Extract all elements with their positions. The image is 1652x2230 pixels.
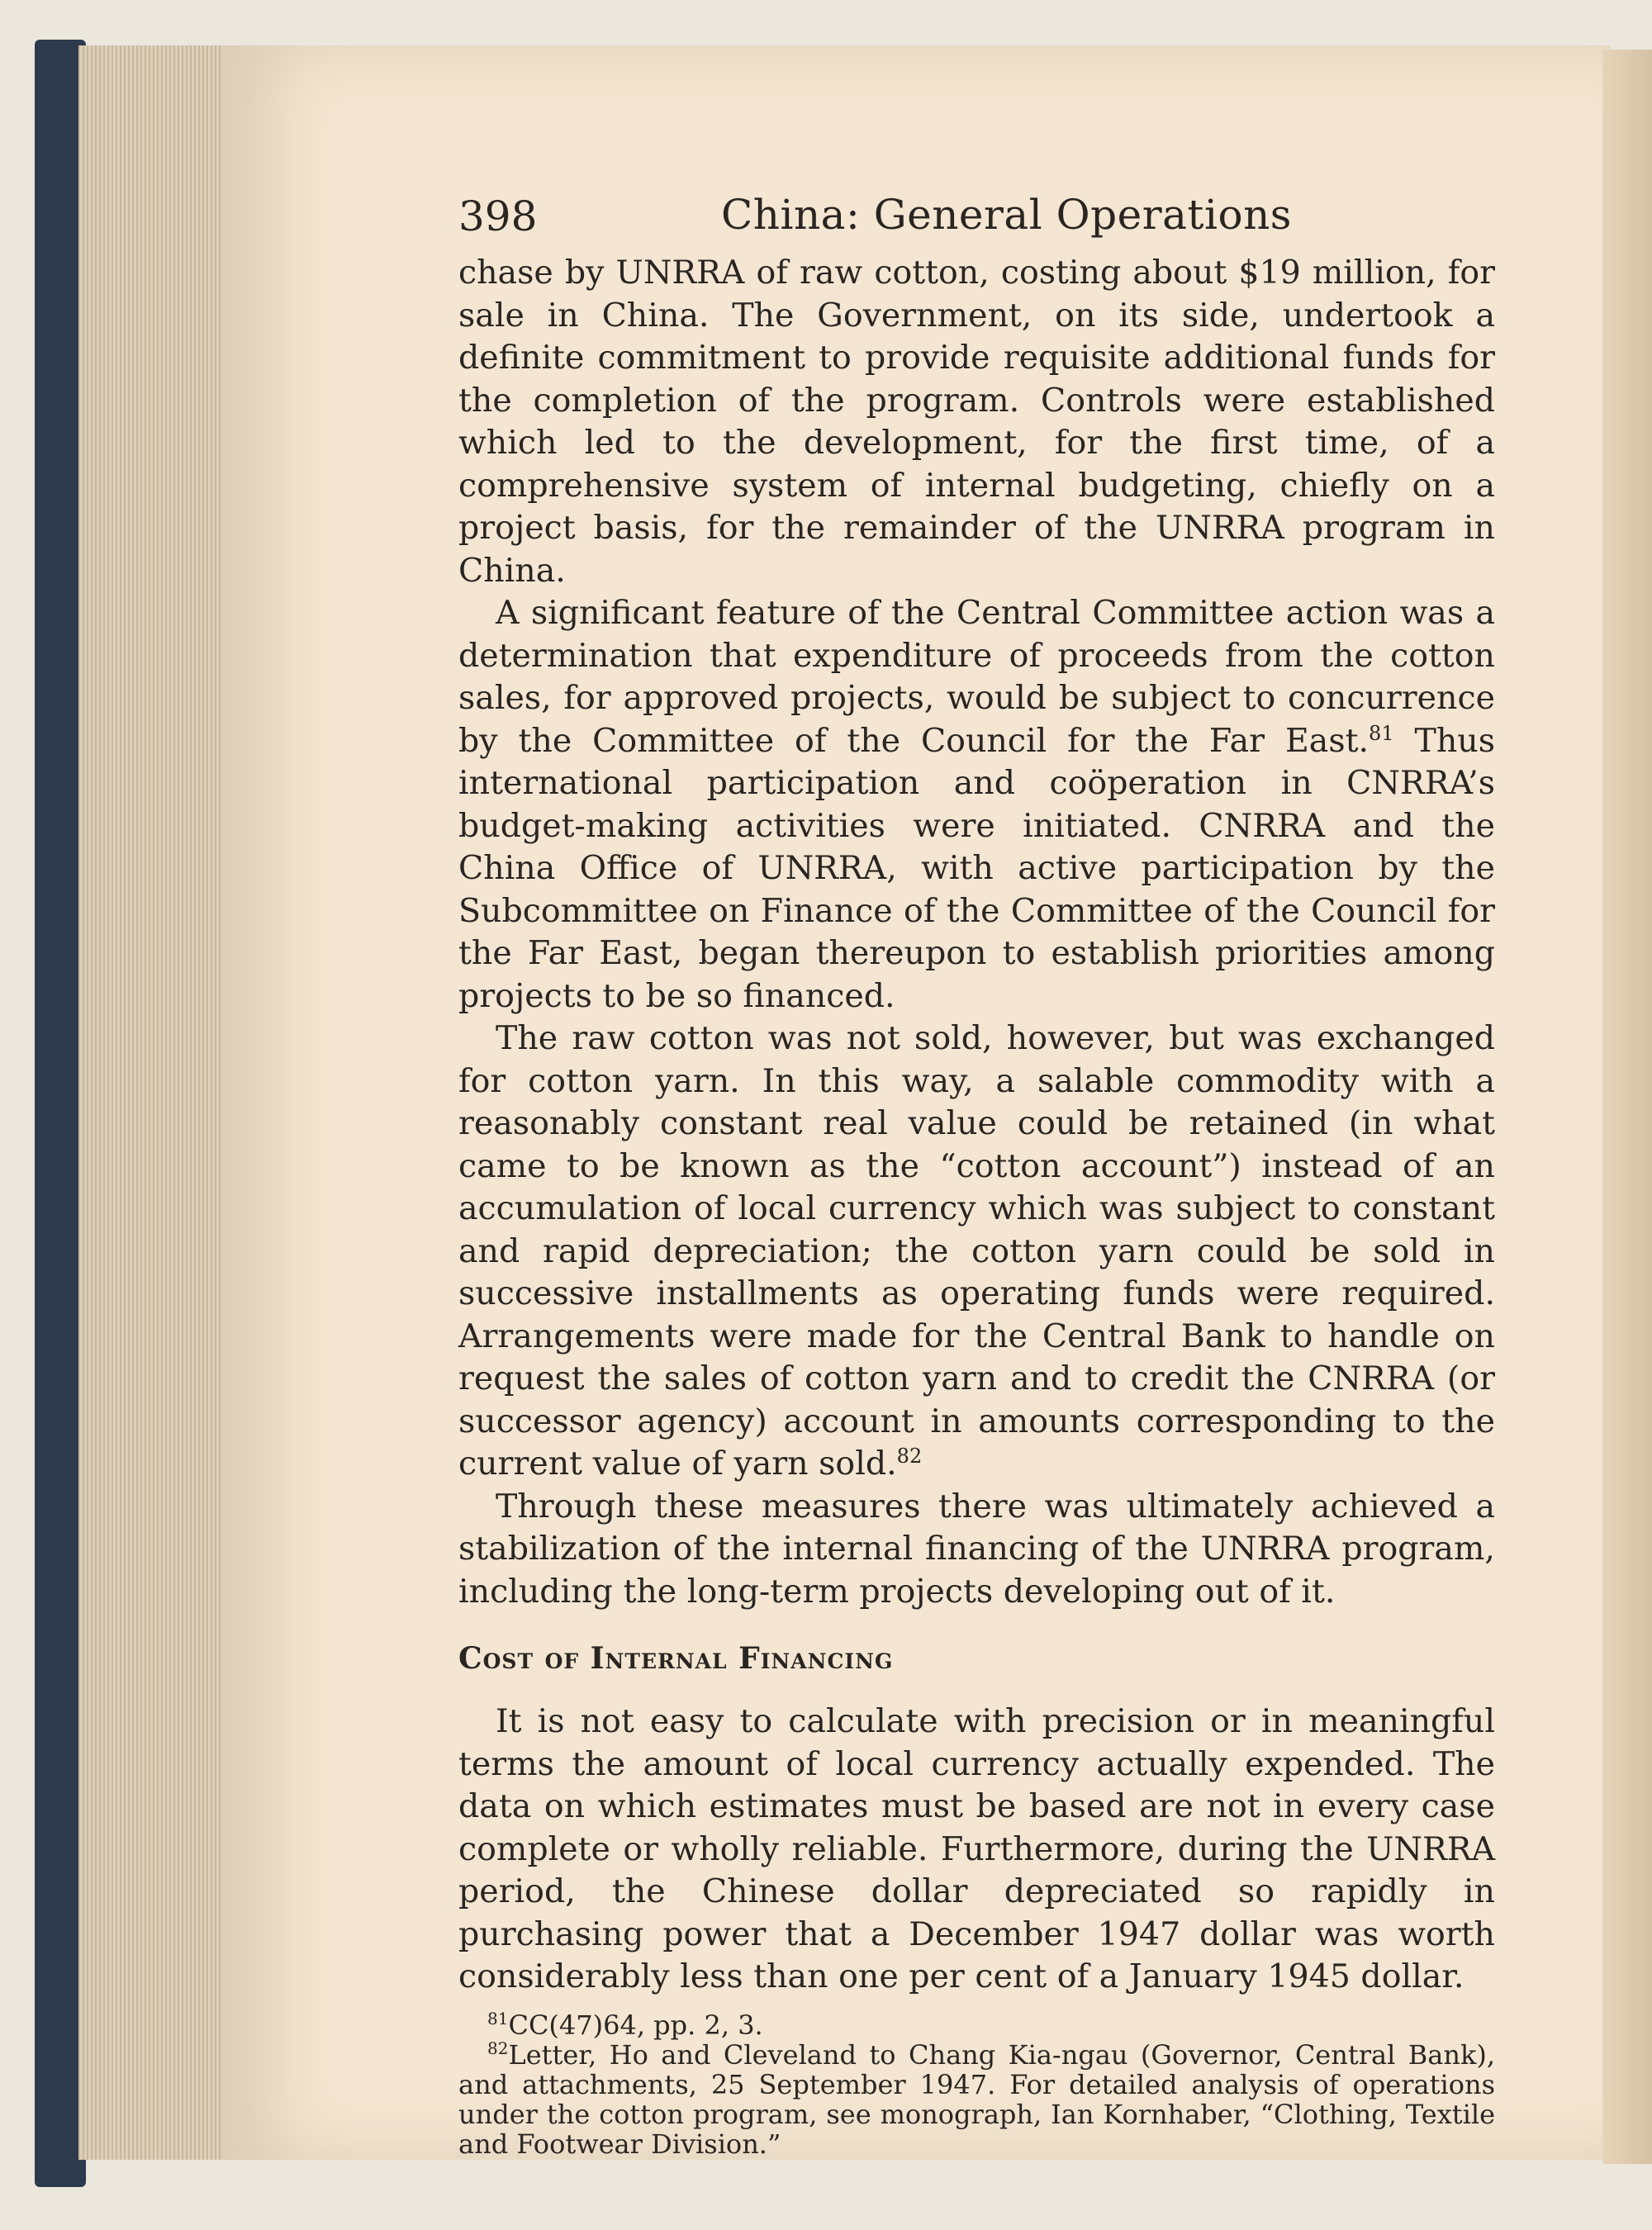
footnote-ref-82: 82 xyxy=(896,1445,923,1468)
footnote-mark: 82 xyxy=(487,2038,509,2058)
paragraph-4: Through these measures there was ultimately achieved a stabilization of the internal financing of the UNRRA program, including the long-term projects developing out of it. xyxy=(458,1487,1495,1611)
section-heading: Cost of Internal Financing xyxy=(458,1641,894,1676)
footnote-text: CC(47)64, pp. 2, 3. xyxy=(508,2009,763,2041)
paragraph-3 xyxy=(458,1018,1495,1486)
page-stack xyxy=(78,45,240,2160)
footnotes xyxy=(458,2010,1495,2159)
footnote-mark: 81 xyxy=(487,2008,509,2028)
running-head xyxy=(458,186,1495,252)
paragraph-5: It is not easy to calculate with precision or in meaningful terms the amount of local currency actually expended. The data on which estimates must be based are not in every case complete or wholly reliable. Furthermore, during the UNRRA period, the Chinese dollar depreciated so rapidly in purchasing power that a December 1947 dollar was worth considerably less than one per cent of a January 1945 dollar. xyxy=(458,1702,1495,1995)
footnote-82 xyxy=(458,2040,1495,2159)
footnote-text: Letter, Ho and Cleveland to Chang Kia-ngau (Governor, Central Bank), and attachments, 25 September 1947. For detailed analysis of operations under the cotton program, see monograph, Ian Kornhaber, “Clothing, Textile and Footwear Division.” xyxy=(458,2038,1495,2160)
running-title: China: General Operations xyxy=(721,191,1292,239)
paragraph-2-text-b: Thus international participation and coöperation in CNRRA’s budget-making activities were initiated. CNRRA and the China Office of UNRRA, with active participation by the Subcommittee on Finance of the Committee of the Council for the Far East, began thereupon to establish priorities among projects to be so financed. xyxy=(458,721,1495,1015)
next-page-edge xyxy=(1602,50,1652,2164)
footnote-81 xyxy=(458,2010,1495,2040)
page-number: 398 xyxy=(458,192,538,240)
paragraph-3-text: The raw cotton was not sold, however, but was exchanged for cotton yarn. In this way, a salable commodity with a reasonably constant real value could be retained (in what came to be known as the “cotton account”) instead of an accumulation of local currency which was subject to constant and rapid depreciation; the cotton yarn could be sold in successive installments as operating funds were required. Arrangements were made for the Central Bank to handle on request the sales of cotton yarn and to credit the CNRRA (or successor agency) account in amounts corresponding to the current value of yarn sold. xyxy=(458,1019,1495,1483)
paragraph-2 xyxy=(458,592,1495,1018)
paragraph-2-text-a: A significant feature of the Central Committee action was a determination that expenditure of proceeds from the cotton sales, for approved projects, would be subject to concurrence by the Committee of the Council for the Far East. xyxy=(458,594,1495,760)
footnote-ref-81: 81 xyxy=(1369,721,1394,745)
paragraph-1: chase by UNRRA of raw cotton, costing about $19 million, for sale in China. The Government, on its side, undertook a definite commitment to provide requisite additional funds for the completion of the program. Controls were established which led to the development, for the first time, of a comprehensive system of internal budgeting, chiefly on a project basis, for the remainder of the UNRRA program in China. xyxy=(458,254,1495,590)
page-text xyxy=(458,186,1495,2159)
